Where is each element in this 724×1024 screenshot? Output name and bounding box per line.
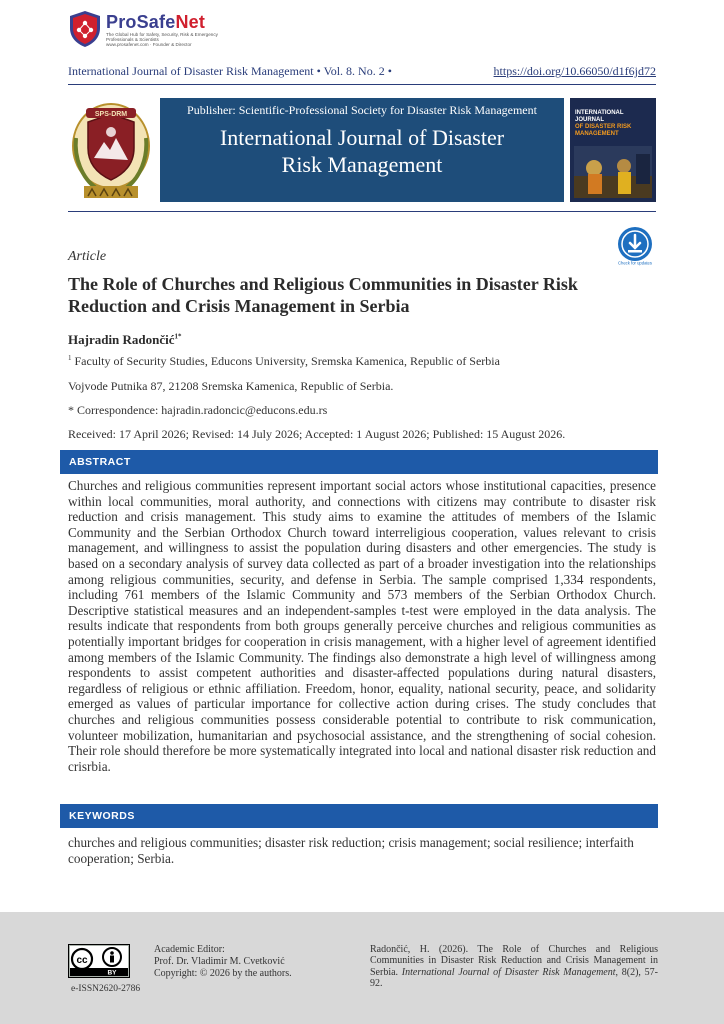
correspondence: * Correspondence: hajradin.radoncic@educons.edu.rs [68, 403, 328, 417]
svg-text:SPS-DRM: SPS-DRM [94, 111, 128, 118]
address: Vojvode Putnika 87, 21208 Sremska Kamenica, Republic of Serbia. [68, 379, 394, 393]
journal-title-line2: Risk Management [281, 152, 443, 177]
svg-text:Check for updates: Check for updates [618, 260, 652, 266]
logo-name: ProSafeNet [106, 12, 206, 32]
editor-label: Academic Editor: [154, 944, 225, 955]
author-line [68, 332, 182, 348]
logo-tagline: The Global Hub for Safety, Security, Risk & Emergency Professionals & Scientists www.prosafenet.com · Founder & Director [106, 32, 218, 48]
citation: Radončić, H. (2026). The Role of Churches and Religious Communities in Disaster Risk Reduction and Crisis Management in Serbia. International Journal of Disaster Risk Management, 8(2), 57-92. [370, 944, 658, 990]
article-dates: Received: 17 April 2026; Revised: 14 July 2026; Accepted: 1 August 2026; Published: 15 August 2026. [68, 427, 566, 441]
check-for-updates-icon[interactable] [614, 226, 656, 266]
author-name: Hajradin Radončić [68, 332, 175, 347]
svg-text:cc: cc [76, 955, 88, 966]
journal-title-line1: International Journal of Disaster [219, 125, 505, 150]
affiliation: $^1$ Faculty of Security Studies, Educons University, Sremska Kamenica, Republic of Serbia [68, 354, 500, 368]
keywords-heading: KEYWORDS [60, 804, 658, 828]
journal-banner [160, 98, 564, 202]
author-superscript: 1* [174, 332, 182, 341]
prosafenet-logo[interactable] [68, 10, 288, 48]
society-crest-icon [68, 98, 154, 202]
cover-title: INTERNATIONAL JOURNAL OF DISASTER RISK MANAGEMENT [575, 110, 632, 137]
issn: e-ISSN2620-2786 [71, 984, 141, 994]
abstract-heading: ABSTRACT [60, 450, 658, 474]
cover-photo [574, 146, 652, 198]
divider [68, 84, 656, 85]
running-head [68, 64, 656, 80]
divider [68, 211, 656, 212]
copyright: Copyright: © 2026 by the authors. [154, 968, 292, 979]
journal-cover-thumbnail [570, 98, 656, 202]
article-title: The Role of Churches and Religious Communities in Disaster Risk Reduction and Crisis Management in Serbia [68, 274, 578, 316]
abstract-text: Churches and religious communities represent important social actors whose institutional capacities, presence within local communities, moral authority, and connections with citizens may contribute to disaster risk reduction and crisis management. This study aims to examine the attitudes of members of the Islamic Community and the Serbian Orthodox Church toward interreligious cooperation, values relevant to crisis management, and willingness to assist the population during disasters and other emergencies. The study is based on a secondary analysis of survey data collected as part of a broader investigation into the relationships among religious communities, security, and defense in Serbia. The sample comprised 1,334 respondents, including 761 members of the Islamic Community and 573 members of the Serbian Orthodox Church. Descriptive statistical measures and an independent-samples t-test were employed in the data analysis. The results indicate that respondents from both groups generally perceive churches and religious communities as potentially important bridges for cooperation in crisis management, with a higher level of agreement identified among members of the Islamic Community. The findings also demonstrate a high level of willingness among respondents to assist competent authorities and disaster-affected populations during natural disasters, regardless of religious or ethnic affiliation. Freedom, honor, equality, national security, peace, and solidarity emerged as values of particular importance for collective action during crises. The study concludes that churches and religious communities possess considerable potential to contribute to risk communication, volunteer mobilization, humanitarian and psychosocial assistance, and the strengthening of social cohesion. Their role should therefore be more systematically integrated into local and national disaster risk reduction and crisrbia. [68, 478, 656, 774]
footer-panel [0, 912, 724, 1024]
editor-name: Prof. Dr. Vladimir M. Cvetković [154, 956, 285, 967]
svg-text:BY: BY [107, 969, 117, 977]
article-type: Article [68, 249, 107, 264]
doi-link[interactable]: https://doi.org/10.66050/d1f6jd72 [493, 64, 656, 78]
keywords-text: churches and religious communities; disaster risk reduction; crisis management; social resilience; interfaith cooperation; Serbia. [68, 835, 634, 866]
cc-by-license-icon[interactable] [68, 944, 130, 978]
shield-network-icon [68, 10, 102, 48]
publisher-line: Publisher: Scientific-Professional Society for Disaster Risk Management [187, 103, 537, 117]
journal-citation-line: International Journal of Disaster Risk Management • Vol. 8. No. 2 • [68, 64, 392, 78]
editor-block [154, 944, 334, 980]
